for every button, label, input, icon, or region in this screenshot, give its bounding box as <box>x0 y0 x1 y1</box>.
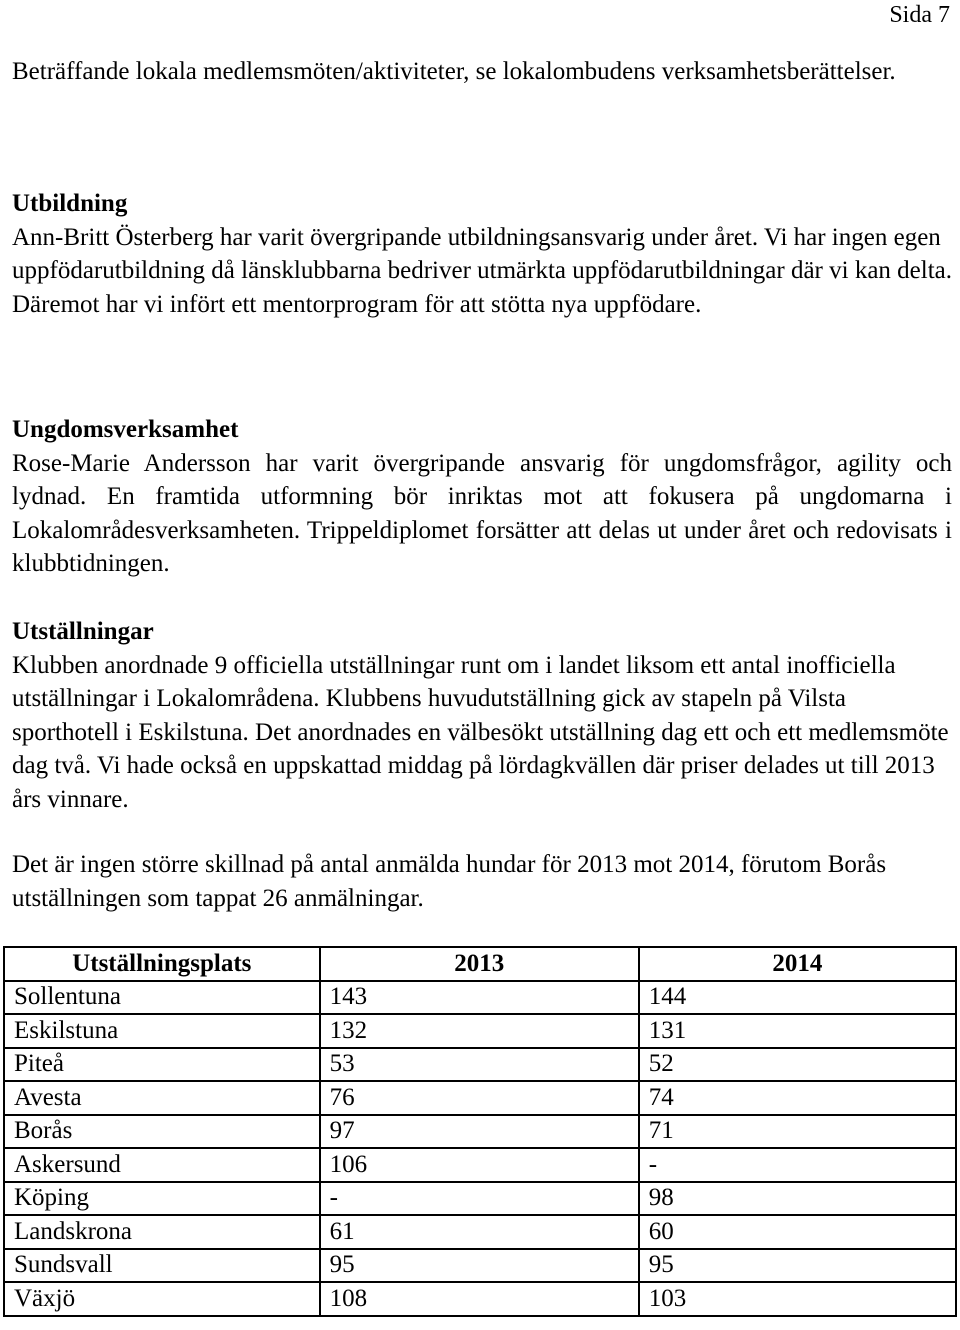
cell-2013: 132 <box>320 1014 639 1048</box>
cell-2013: - <box>320 1182 639 1216</box>
section-heading-ungdom: Ungdomsverksamhet <box>12 416 239 443</box>
intro-paragraph: Beträffande lokala medlemsmöten/aktiviteter, se lokalombudens verksamhetsberättelser. <box>12 58 896 85</box>
cell-place: Köping <box>4 1182 320 1216</box>
cell-2014: 98 <box>639 1182 956 1216</box>
table-header-row <box>4 947 956 981</box>
header-place: Utställningsplats <box>4 947 320 981</box>
table-body <box>4 981 956 1316</box>
cell-place: Piteå <box>4 1048 320 1082</box>
table-row <box>4 1148 956 1182</box>
exhibition-table <box>3 946 957 1317</box>
table-row <box>4 1215 956 1249</box>
cell-place: Eskilstuna <box>4 1014 320 1048</box>
section-heading-utbildning: Utbildning <box>12 190 128 217</box>
table-row <box>4 1249 956 1283</box>
section-text-utbildning: Ann-Britt Österberg har varit övergripande utbildningsansvarig under året. Vi har ingen egen uppfödarutbildning då länsklubbarna bedriver utmärkta uppfödarutbildningar där vi kan delta. Däremot har vi infört ett mentorprogram för att stötta nya uppfödare. <box>12 223 953 318</box>
cell-2013: 97 <box>320 1115 639 1149</box>
table-row <box>4 1282 956 1316</box>
section-ungdom <box>12 413 952 581</box>
cell-2014: 131 <box>639 1014 956 1048</box>
cell-2014: 71 <box>639 1115 956 1149</box>
cell-place: Landskrona <box>4 1215 320 1249</box>
cell-2013: 106 <box>320 1148 639 1182</box>
cell-2014: 74 <box>639 1081 956 1115</box>
cell-place: Sollentuna <box>4 981 320 1015</box>
cell-place: Askersund <box>4 1148 320 1182</box>
intro-block <box>12 55 952 89</box>
cell-place: Sundsvall <box>4 1249 320 1283</box>
cell-place: Avesta <box>4 1081 320 1115</box>
table-row <box>4 1014 956 1048</box>
section-text-ungdom: Rose-Marie Andersson har varit övergripande ansvarig för ungdomsfrågor, agility och lydnad. En framtida utformning bör inriktas mot att fokusera på ungdomarna i Lokalområdesverksamheten. Trippeldiplomet forsätter att delas ut under året och redovisats i klubbtidningen. <box>12 449 952 577</box>
section-heading-utstallningar: Utställningar <box>12 618 154 645</box>
cell-2013: 95 <box>320 1249 639 1283</box>
cell-2014: 52 <box>639 1048 956 1082</box>
cell-2013: 143 <box>320 981 639 1015</box>
table-row <box>4 1048 956 1082</box>
cell-2014: 95 <box>639 1249 956 1283</box>
section-utbildning <box>12 187 952 321</box>
cell-2014: 103 <box>639 1282 956 1316</box>
cell-2014: 60 <box>639 1215 956 1249</box>
cell-place: Borås <box>4 1115 320 1149</box>
cell-2013: 61 <box>320 1215 639 1249</box>
table-row <box>4 981 956 1015</box>
table-row <box>4 1182 956 1216</box>
comparison-block <box>12 848 952 915</box>
comparison-paragraph: Det är ingen större skillnad på antal anmälda hundar för 2013 mot 2014, förutom Borås utställningen som tappat 26 anmälningar. <box>12 851 887 912</box>
cell-2014: - <box>639 1148 956 1182</box>
section-text-utstallningar: Klubben anordnade 9 officiella utställningar runt om i landet liksom ett antal inofficiella utställningar i Lokalområdena. Klubbens huvudutställning gick av stapeln på Vilsta sporthotell i Eskilstuna. Det anordnades en välbesökt utställning dag ett och ett medlemsmöte dag två. Vi hade också en uppskattad middag på lördagkvällen där priser delades ut till 2013 års vinnare. <box>12 651 949 813</box>
page-number: Sida 7 <box>889 2 950 28</box>
header-2014: 2014 <box>639 947 956 981</box>
table-row <box>4 1081 956 1115</box>
cell-2013: 53 <box>320 1048 639 1082</box>
header-2013: 2013 <box>320 947 639 981</box>
table-row <box>4 1115 956 1149</box>
section-utstallningar <box>12 615 952 816</box>
cell-2014: 144 <box>639 981 956 1015</box>
cell-2013: 108 <box>320 1282 639 1316</box>
cell-place: Växjö <box>4 1282 320 1316</box>
cell-2013: 76 <box>320 1081 639 1115</box>
